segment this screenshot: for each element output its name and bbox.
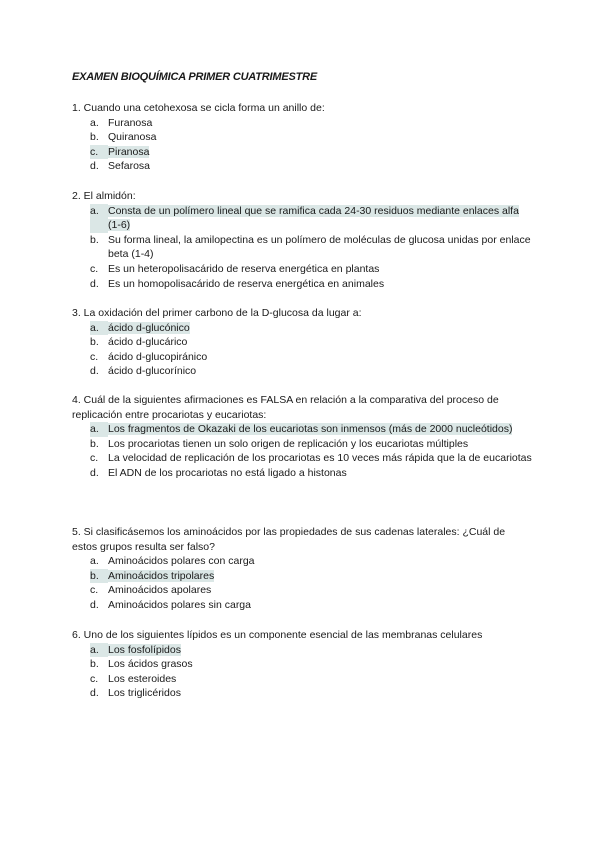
options-list <box>72 116 532 174</box>
exam-title: EXAMEN BIOQUÍMICA PRIMER CUATRIMESTRE <box>72 71 317 83</box>
option-c: c. La velocidad de replicación de los procariotas es 10 veces más rápida que la de eucariotas <box>90 452 532 465</box>
options-list <box>72 643 532 701</box>
question-2 <box>72 189 532 291</box>
option-c: c. Es un heteropolisacárido de reserva energética en plantas <box>90 262 380 275</box>
option-d: d. ácido d-glucorínico <box>90 365 197 378</box>
question-text: 6. Uno de los siguientes lípidos es un componente esencial de las membranas celulares <box>72 629 483 641</box>
option-a-highlighted: a. ácido d-glucónico <box>90 321 190 334</box>
option-c: c. Los esteroides <box>90 672 177 685</box>
option-d: d. Los triglicéridos <box>90 687 181 700</box>
options-list <box>72 554 532 612</box>
option-d: d. Aminoácidos polares sin carga <box>90 598 251 611</box>
option-b: b. Los procariotas tienen un solo origen de replicación y los eucariotas múltiples <box>90 437 469 450</box>
option-a-highlighted: a. Los fosfolípidos <box>90 643 181 656</box>
option-a: a. Aminoácidos polares con carga <box>90 555 255 568</box>
option-d: d. Sefarosa <box>90 160 151 173</box>
question-text: 2. El almidón: <box>72 190 136 202</box>
question-text: 4. Cuál de la siguientes afirmaciones es FALSA en relación a la comparativa del proceso de replicación entre procariotas y eucariotas: <box>72 394 499 421</box>
options-list <box>72 422 532 480</box>
question-text: 3. La oxidación del primer carbono de la D-glucosa da lugar a: <box>72 307 362 319</box>
option-c: c. Aminoácidos apolares <box>90 584 212 597</box>
question-4 <box>72 393 532 481</box>
question-text: 1. Cuando una cetohexosa se cicla forma un anillo de: <box>72 102 325 114</box>
option-a: a. Furanosa <box>90 116 153 129</box>
question-3 <box>72 306 532 379</box>
question-5 <box>72 525 532 613</box>
option-b: b. ácido d-glucárico <box>90 336 188 349</box>
option-b-highlighted: b. Aminoácidos tripolares <box>90 569 215 582</box>
options-list <box>72 204 532 292</box>
question-text: 5. Si clasificásemos los aminoácidos por las propiedades de sus cadenas laterales: ¿Cuál de estos grupos resulta ser falso? <box>72 526 506 553</box>
question-6 <box>72 628 532 701</box>
option-b: b. Quiranosa <box>90 131 157 144</box>
option-d: d. Es un homopolisacárido de reserva energética en animales <box>90 277 385 290</box>
question-1 <box>72 101 532 174</box>
option-d: d. El ADN de los procariotas no está ligado a histonas <box>90 466 347 479</box>
option-a-highlighted: a. Consta de un polímero lineal que se ramifica cada 24-30 residuos mediante enlaces alfa (1-6) <box>90 204 519 232</box>
option-b: b. Los ácidos grasos <box>90 658 193 671</box>
option-a-highlighted: a. Los fragmentos de Okazaki de los eucariotas son inmensos (más de 2000 nucleótidos) <box>90 423 513 436</box>
option-c-highlighted: c. Piranosa <box>90 145 150 158</box>
option-b: b. Su forma lineal, la amilopectina es un polímero de moléculas de glucosa unidas por enlace beta (1-4) <box>90 233 531 261</box>
options-list <box>72 321 532 379</box>
option-c: c. ácido d-glucopiránico <box>90 350 208 363</box>
